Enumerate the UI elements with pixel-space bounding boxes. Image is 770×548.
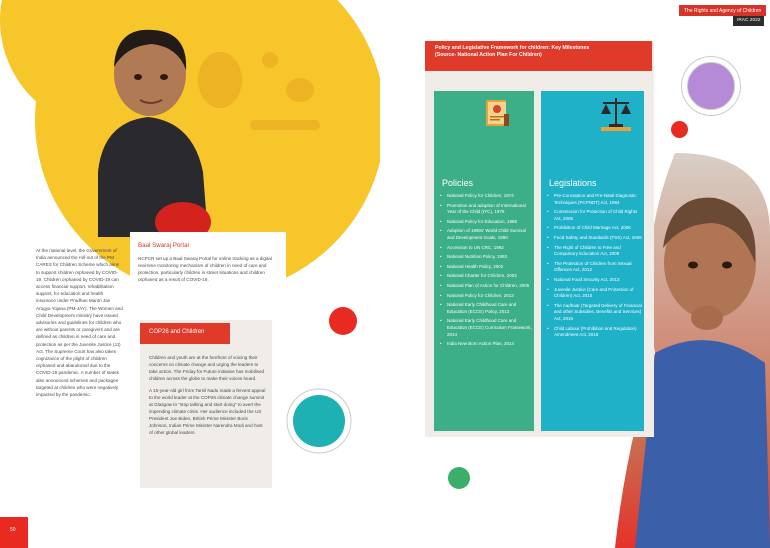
page-number: 50: [0, 517, 28, 548]
teal-decor-circle: [286, 388, 352, 454]
legislations-heading: Legislations: [549, 178, 597, 188]
cop26-paragraph-2: A 15-year-old girl from Tamil Nadu made a fervent appeal to the world leader at the COP26 climate change summit at Glasgow to "stop talking and start doing" to avert the impending climate crisis. Her audience included the US President Joe Biden, British Prime Minister Boris Johnson, Indian Prime Minister Narendra Modi and host of other global leaders.: [149, 388, 266, 435]
legislation-item: • Pre-Conception and Pre-Natal Diagnostic Techniques (PCPNDT) Act, 1994: [547, 193, 642, 206]
cop26-title: COP26 and Children: [140, 323, 230, 344]
cop26-box: [140, 320, 272, 488]
policies-heading: Policies: [442, 178, 474, 188]
section-tag: The Rights and Agency of Children: [679, 5, 766, 16]
legislations-list: [547, 193, 642, 342]
policy-item: • National Early Childhood Care and Education (ECCE) Policy, 2013: [440, 302, 532, 315]
baal-swaraj-box: [130, 232, 286, 314]
scales-of-justice-icon: [599, 94, 633, 132]
policy-item: • National Plan of Action for Children, 2005: [440, 283, 532, 290]
policy-item: • India New Born Action Plan, 2014: [440, 341, 532, 348]
legislation-item: • National Food Security Act, 2013: [547, 277, 642, 284]
national-level-paragraph: At the national level, the Government of India announced the roll-out of the PM CARES for Children Scheme which aims to support children orphaned by COVID-19. Children orphaned by COVID-19 can access financial support, rehabilitation support, for education and health insurance under Pradhan Mantri Jan Arogya Yojana (PM-JAY). The Women and Child Development ministry have issued advisories and guidelines for children who are without parents or caregivers and are defined as children in need of care and protection as per the Juvenile Justice (JJ) Act. The Supreme Court has also taken cognizance of the plight of children orphaned and abandoned due to the COVID-19 pandemic. A number of states also announced schemes and packages targeted at children who were negatively impacted by the pandemic.: [36, 248, 123, 398]
policy-item: • National Policy for Education, 1986: [440, 219, 532, 226]
child-photo-left: [78, 22, 228, 237]
left-body-text: [36, 247, 124, 398]
purple-decor-circle: [687, 62, 735, 110]
legislation-item: • The Aadhaar (Targeted Delivery of Financial and other Subsidies, Benefits and Services) Act, 2016: [547, 303, 642, 323]
framework-panel: [425, 41, 654, 437]
legislations-column: [541, 91, 644, 431]
cop26-body: [149, 354, 267, 441]
cop26-paragraph-1: Children and youth are at the forefront of voicing their concerns on climate change and urging the leaders to take action. The Friday for Future initiative has mobilised children across the globe to make their voices heard.: [149, 355, 265, 381]
baal-swaraj-title: Baal Swaraj Portal: [138, 242, 189, 249]
policies-column: [434, 91, 534, 431]
policy-item: • National Health Policy, 2002: [440, 264, 532, 271]
legislation-item: • The Protection of Children from Sexual Offences Act, 2012: [547, 261, 642, 274]
framework-title: [425, 41, 652, 71]
legislation-item: • The Right of Children to Free and Compulsory Education Act, 2009: [547, 245, 642, 258]
framework-title-line1: Policy and Legislative Framework for children: Key Milestones: [435, 45, 590, 51]
legislation-item: • Child Labour (Prohibition and Regulation) Amendment Act, 2016: [547, 326, 642, 339]
baal-swaraj-text: NCPCR set up a Baal Swaraj Portal for online tracking as a digital real-time monitoring mechanism of children in need of care and protection, particularly children in street situations and children orphaned as a result of COVID-19.: [138, 256, 272, 282]
green-decor-circle: [448, 467, 470, 489]
policy-item: • National Early Childhood Care and Education (ECCE) Curriculum Framework, 2014: [440, 318, 532, 338]
policy-item: • Promotion and adoption of International Year of the Child (IYC), 1979: [440, 203, 532, 216]
book-icon: [484, 96, 512, 130]
report-tag: IRAC 2022: [733, 16, 764, 26]
legislation-item: • Juvenile Justice (Care and Protection of Children) Act, 2015: [547, 287, 642, 300]
policies-list: [440, 193, 532, 351]
policy-item: • Accession to UN CRC, 1992: [440, 245, 532, 252]
framework-title-line2: (Source- National Action Plan For Children): [435, 52, 542, 58]
policy-item: • National Policy for Children, 2013: [440, 293, 532, 300]
policy-item: • National Nutrition Policy, 1993: [440, 254, 532, 261]
policy-item: • National Policy for Children, 1974: [440, 193, 532, 200]
policy-item: • National Charter for Children, 2003: [440, 273, 532, 280]
policy-item: • Adoption of 1990s' World Child Survival and Development Goals, 1990: [440, 228, 532, 241]
legislation-item: • Prohibition of Child Marriage Act, 2006: [547, 225, 642, 232]
legislation-item: • Food Safety and Standards (FSS) Act, 2006: [547, 235, 642, 242]
legislation-item: • Commission for Protection of Child Rights Act, 2005: [547, 209, 642, 222]
red-decor-circle: [329, 307, 357, 335]
red-decor-circle-right: [671, 121, 688, 138]
